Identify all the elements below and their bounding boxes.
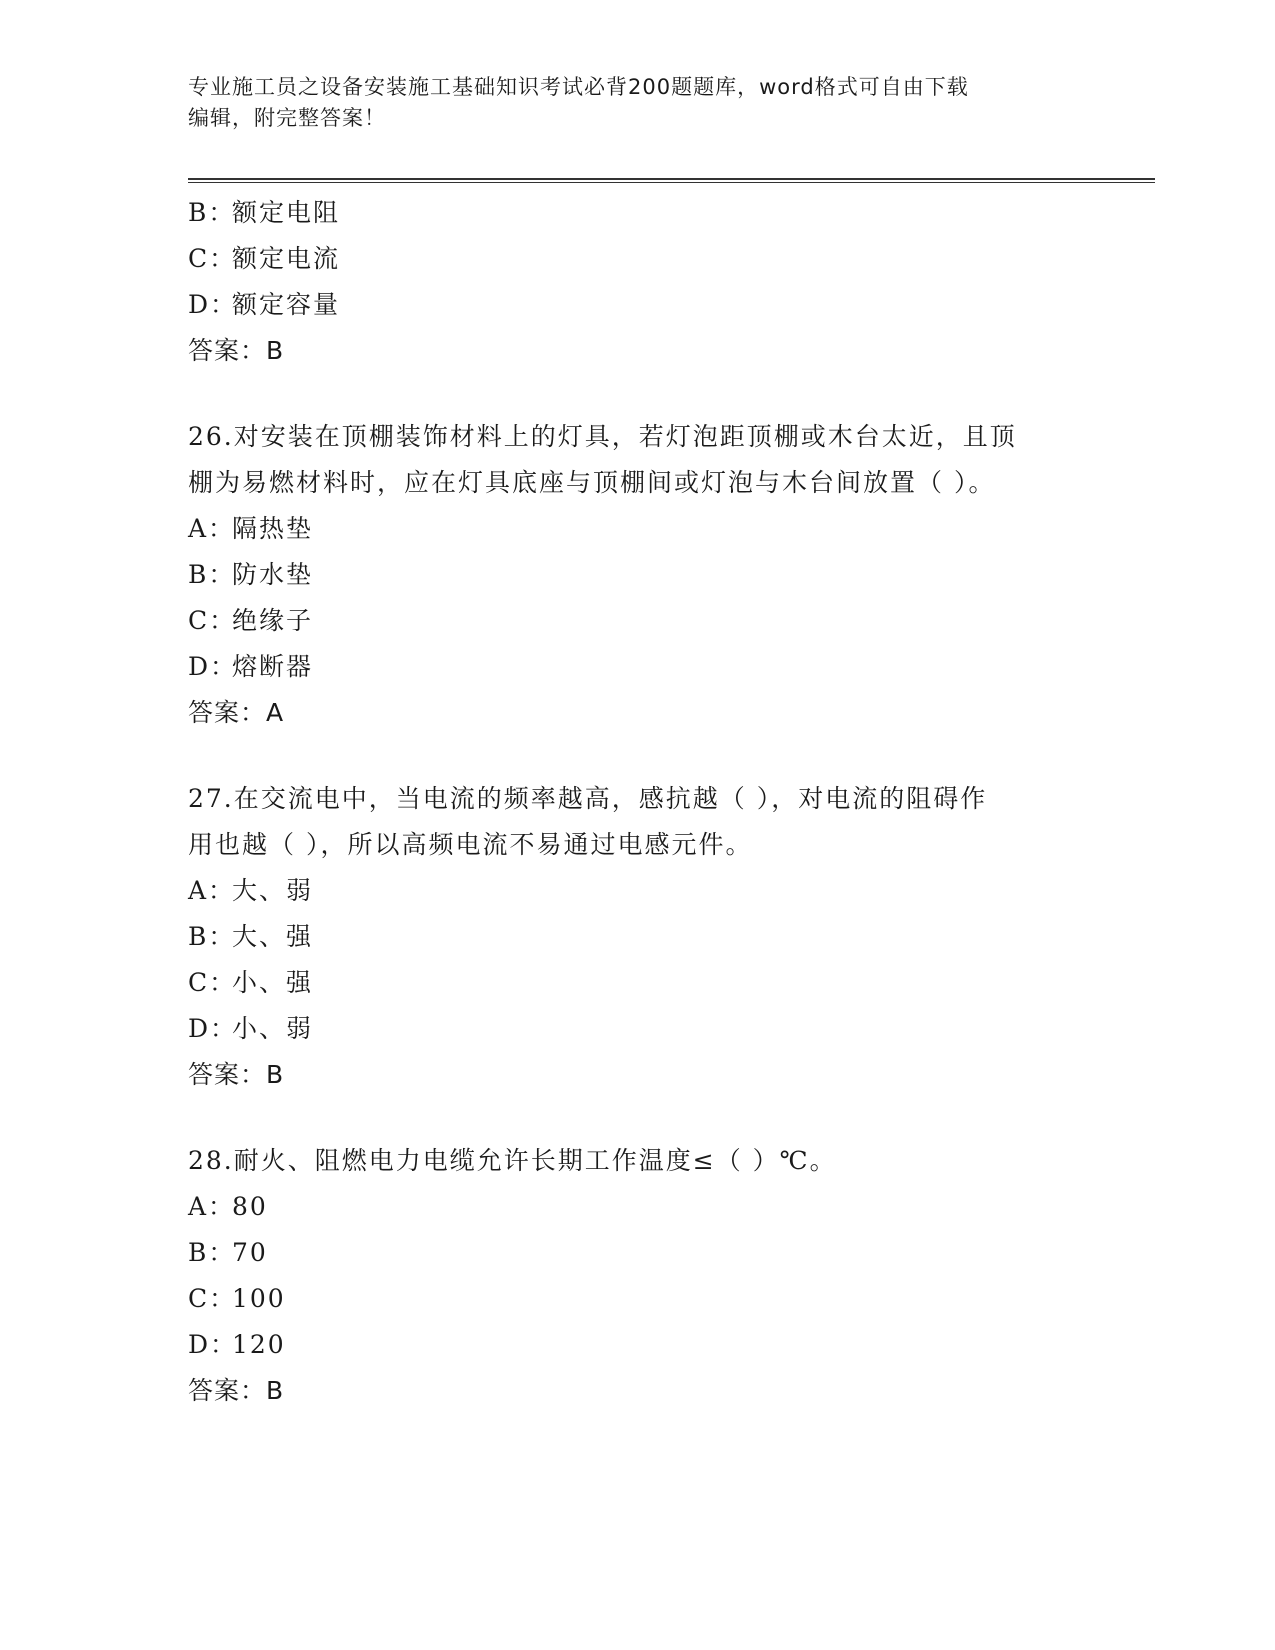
header-title-line-1: 专业施工员之设备安装施工基础知识考试必背200题题库，word格式可自由下载: [188, 75, 969, 99]
option-key: D：: [188, 652, 238, 681]
option-item: [188, 190, 1088, 236]
option-item: [188, 1184, 1088, 1230]
option-text: 熔断器: [232, 652, 314, 681]
option-key: D：: [188, 290, 238, 319]
question-28: [188, 1138, 1088, 1414]
option-item: [188, 506, 1088, 552]
option-text: 绝缘子: [232, 606, 314, 635]
answer-line: 答案：B: [188, 336, 285, 365]
option-key: B：: [188, 198, 236, 227]
option-item: [188, 868, 1088, 914]
option-item: [188, 282, 1088, 328]
option-key: C：: [188, 968, 237, 997]
option-item: [188, 1006, 1088, 1052]
option-text: 80: [232, 1192, 268, 1221]
option-key: A：: [188, 876, 236, 905]
option-key: C：: [188, 1284, 237, 1313]
option-text: 额定电阻: [232, 198, 341, 227]
option-item: [188, 552, 1088, 598]
question-stem-line-1: 26.对安装在顶棚装饰材料上的灯具，若灯泡距顶棚或木台太近，且顶: [188, 422, 1017, 451]
option-item: [188, 914, 1088, 960]
question-stem-line-1: 27.在交流电中，当电流的频率越高，感抗越（ ），对电流的阻碍作: [188, 784, 988, 813]
option-item: [188, 1322, 1088, 1368]
option-text: 120: [232, 1330, 286, 1359]
option-key: A：: [188, 1192, 236, 1221]
option-item: [188, 644, 1088, 690]
option-item: [188, 960, 1088, 1006]
option-key: B：: [188, 922, 236, 951]
question-continued: [188, 190, 1088, 374]
option-key: A：: [188, 514, 236, 543]
option-key: D：: [188, 1330, 238, 1359]
option-item: [188, 1276, 1088, 1322]
option-key: B：: [188, 560, 236, 589]
option-item: [188, 236, 1088, 282]
option-item: [188, 1230, 1088, 1276]
option-key: D：: [188, 1014, 238, 1043]
document-header: [188, 72, 1088, 134]
question-stem-line-1: 28.耐火、阻燃电力电缆允许长期工作温度≤（ ）℃。: [188, 1146, 837, 1175]
header-divider: [188, 178, 1155, 183]
option-text: 大、弱: [232, 876, 314, 905]
question-list: [188, 190, 1088, 1414]
option-text: 100: [232, 1284, 286, 1313]
option-item: [188, 598, 1088, 644]
option-text: 隔热垫: [232, 514, 314, 543]
option-key: C：: [188, 244, 237, 273]
answer-line: 答案：A: [188, 698, 285, 727]
option-text: 小、弱: [232, 1014, 314, 1043]
question-26: [188, 414, 1088, 736]
option-key: B：: [188, 1238, 236, 1267]
option-text: 小、强: [232, 968, 314, 997]
option-text: 额定电流: [232, 244, 341, 273]
option-text: 防水垫: [232, 560, 314, 589]
answer-line: 答案：B: [188, 1376, 285, 1405]
header-title-line-2: 编辑，附完整答案！: [188, 106, 386, 130]
option-text: 额定容量: [232, 290, 341, 319]
option-text: 大、强: [232, 922, 314, 951]
question-stem-line-2: 用也越（ ），所以高频电流不易通过电感元件。: [188, 830, 753, 859]
option-text: 70: [232, 1238, 268, 1267]
question-27: [188, 776, 1088, 1098]
question-stem-line-2: 棚为易燃材料时，应在灯具底座与顶棚间或灯泡与木台间放置（ ）。: [188, 468, 996, 497]
answer-line: 答案：B: [188, 1060, 285, 1089]
option-key: C：: [188, 606, 237, 635]
